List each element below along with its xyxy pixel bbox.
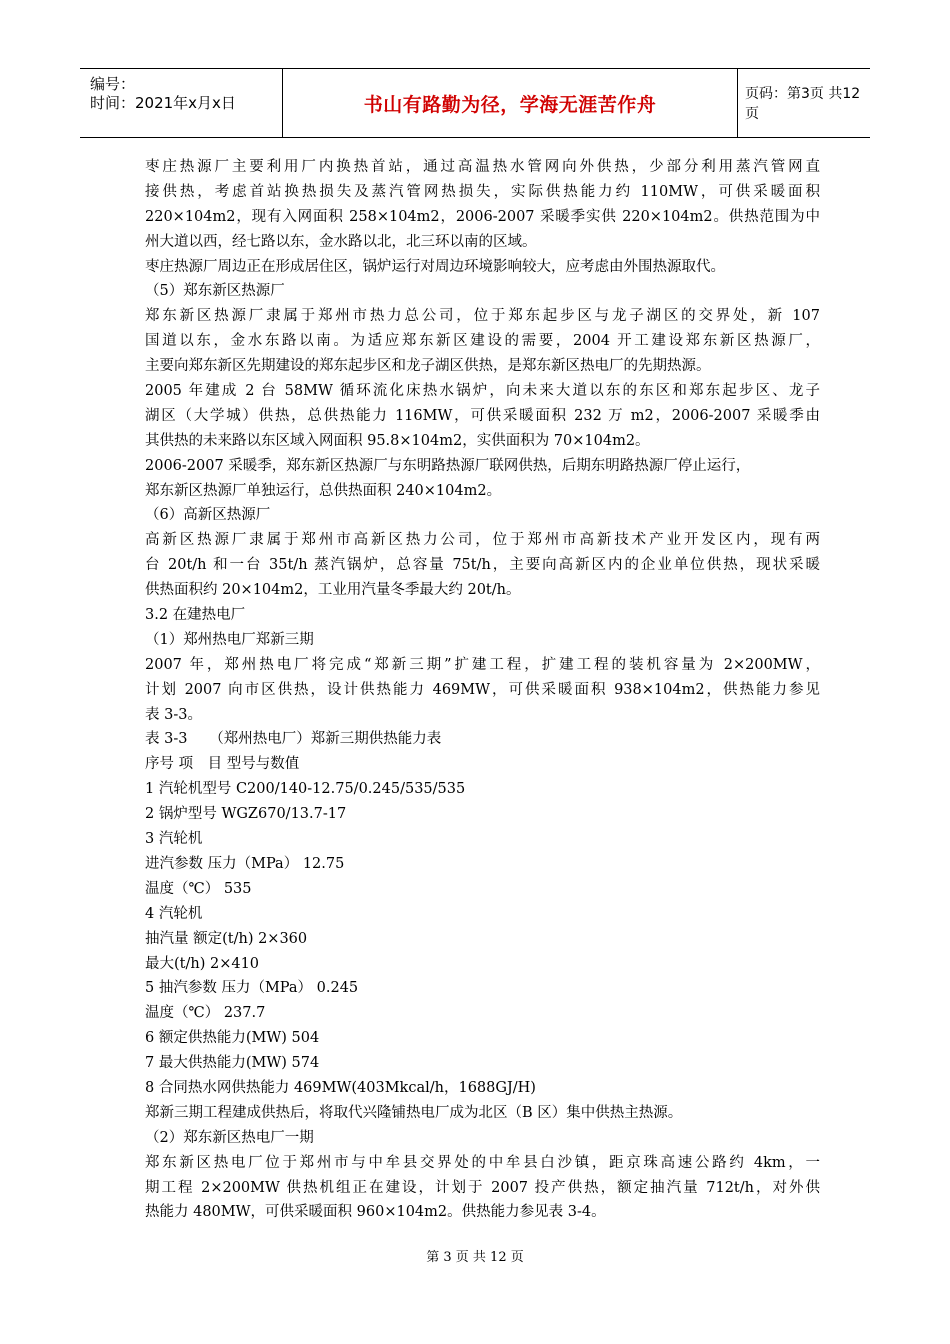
- body-text-line: 2 锅炉型号 WGZ670/13.7-17: [145, 806, 347, 823]
- body-text-line: 3 汽轮机: [145, 831, 203, 848]
- body-text-line: 3.2 在建热电厂: [145, 607, 246, 624]
- body-text-line: 表 3-3 （郑州热电厂）郑新三期供热能力表: [145, 731, 442, 748]
- body-text-line: 温度（℃） 535: [145, 880, 252, 897]
- body-text-line: 台 20t/h 和一台 35t/h 蒸汽锅炉，总容量 75t/h，主要向高新区内的企业单位供热，现状采暖: [145, 557, 820, 574]
- body-text-line: 220×104m2，现有入网面积 258×104m2，2006-2007 采暖季实供 220×104m2。供热范围为中: [145, 208, 820, 225]
- body-text-line: 4 汽轮机: [145, 905, 203, 922]
- document-number-label: 编号：: [90, 75, 136, 93]
- body-text-line: 枣庄热源厂周边正在形成居住区，锅炉运行对周边环境影响较大，应考虑由外围热源取代。: [145, 258, 725, 275]
- body-text-line: 湖区（大学城）供热，总供热能力 116MW，可供采暖面积 232 万 m2，2006-2007 采暖季由: [145, 407, 820, 424]
- body-text-line: 5 抽汽参数 压力（MPa） 0.245: [145, 980, 359, 997]
- body-text-line: 2006-2007 采暖季，郑东新区热源厂与东明路热源厂联网供热，后期东明路热源厂停止运行，: [145, 457, 751, 474]
- page-header: [80, 68, 870, 138]
- header-meta-cell: [80, 69, 283, 137]
- document-date-label: 时间：2021年x月x日: [90, 94, 236, 112]
- body-text-line: 表 3-3。: [145, 706, 202, 723]
- body-text-line: 序号 项 目 型号与数值: [145, 756, 300, 773]
- body-text-line: 郑新三期工程建成供热后，将取代兴隆铺热电厂成为北区（B 区）集中供热主热源。: [145, 1104, 683, 1121]
- body-text-line: 主要向郑东新区先期建设的郑东起步区和龙子湖区供热，是郑东新区热电厂的先期热源。: [145, 358, 711, 375]
- header-page-number: 页码：第3页 共12页: [745, 86, 861, 122]
- body-text-line: 其供热的未来路以东区域入网面积 95.8×104m2，实供面积为 70×104m2。: [145, 432, 650, 449]
- body-text-line: 郑东新区热电厂位于郑州市与中牟县交界处的中牟县白沙镇，距京珠高速公路约 4km，一: [145, 1154, 820, 1171]
- page-footer: 第 3 页 共 12 页: [426, 1250, 524, 1265]
- body-text-line: （2）郑东新区热电厂一期: [145, 1129, 314, 1146]
- document-body: [145, 155, 820, 1225]
- body-text-line: 郑东新区热源厂隶属于郑州市热力总公司，位于郑东起步区与龙子湖区的交界处，新 107: [145, 308, 820, 325]
- body-text-line: 2007 年，郑州热电厂将完成“郑新三期”扩建工程，扩建工程的装机容量为 2×200MW，: [145, 656, 820, 673]
- body-text-line: 供热面积约 20×104m2，工业用汽量冬季最大约 20t/h。: [145, 582, 521, 599]
- body-text-line: （6）高新区热源厂: [145, 507, 271, 524]
- body-text-line: 抽汽量 额定(t/h) 2×360: [145, 930, 308, 947]
- body-text-line: 1 汽轮机型号 C200/140-12.75/0.245/535/535: [145, 781, 466, 798]
- body-text-line: 2005 年建成 2 台 58MW 循环流化床热水锅炉，向未来大道以东的东区和郑东起步区、龙子: [145, 383, 820, 400]
- body-text-line: 最大(t/h) 2×410: [145, 955, 260, 972]
- body-text-line: 州大道以西，经七路以东，金水路以北，北三环以南的区域。: [145, 233, 537, 250]
- body-text-line: 温度（℃） 237.7: [145, 1005, 266, 1022]
- body-text-line: 郑东新区热源厂单独运行，总供热面积 240×104m2。: [145, 482, 502, 499]
- body-text-line: （5）郑东新区热源厂: [145, 283, 285, 300]
- header-motto: 书山有路勤为径，学海无涯苦作舟: [283, 69, 738, 137]
- body-text-line: 接供热，考虑首站换热损失及蒸汽管网热损失，实际供热能力约 110MW，可供采暖面积: [145, 183, 820, 200]
- body-text-line: 期工程 2×200MW 供热机组正在建设，计划于 2007 投产供热，额定抽汽量 712t/h，对外供: [145, 1179, 820, 1196]
- body-text-line: 6 额定供热能力(MW) 504: [145, 1030, 320, 1047]
- body-text-line: 8 合同热水网供热能力 469MW(403Mkcal/h，1688GJ/H): [145, 1079, 536, 1096]
- body-text-line: 国道以东，金水东路以南。为适应郑东新区建设的需要，2004 开工建设郑东新区热源厂，: [145, 333, 820, 350]
- body-text-line: 计划 2007 向市区供热，设计供热能力 469MW，可供采暖面积 938×104m2，供热能力参见: [145, 681, 820, 698]
- body-text-line: 高新区热源厂隶属于郑州市高新区热力公司，位于郑州市高新技术产业开发区内，现有两: [145, 532, 820, 549]
- body-text-line: 进汽参数 压力（MPa） 12.75: [145, 855, 345, 872]
- body-text-line: （1）郑州热电厂郑新三期: [145, 631, 314, 648]
- body-text-line: 热能力 480MW，可供采暖面积 960×104m2。供热能力参见表 3-4。: [145, 1204, 606, 1221]
- body-text-line: 7 最大供热能力(MW) 574: [145, 1055, 320, 1072]
- body-text-line: 枣庄热源厂主要利用厂内换热首站，通过高温热水管网向外供热，少部分利用蒸汽管网直: [145, 159, 820, 175]
